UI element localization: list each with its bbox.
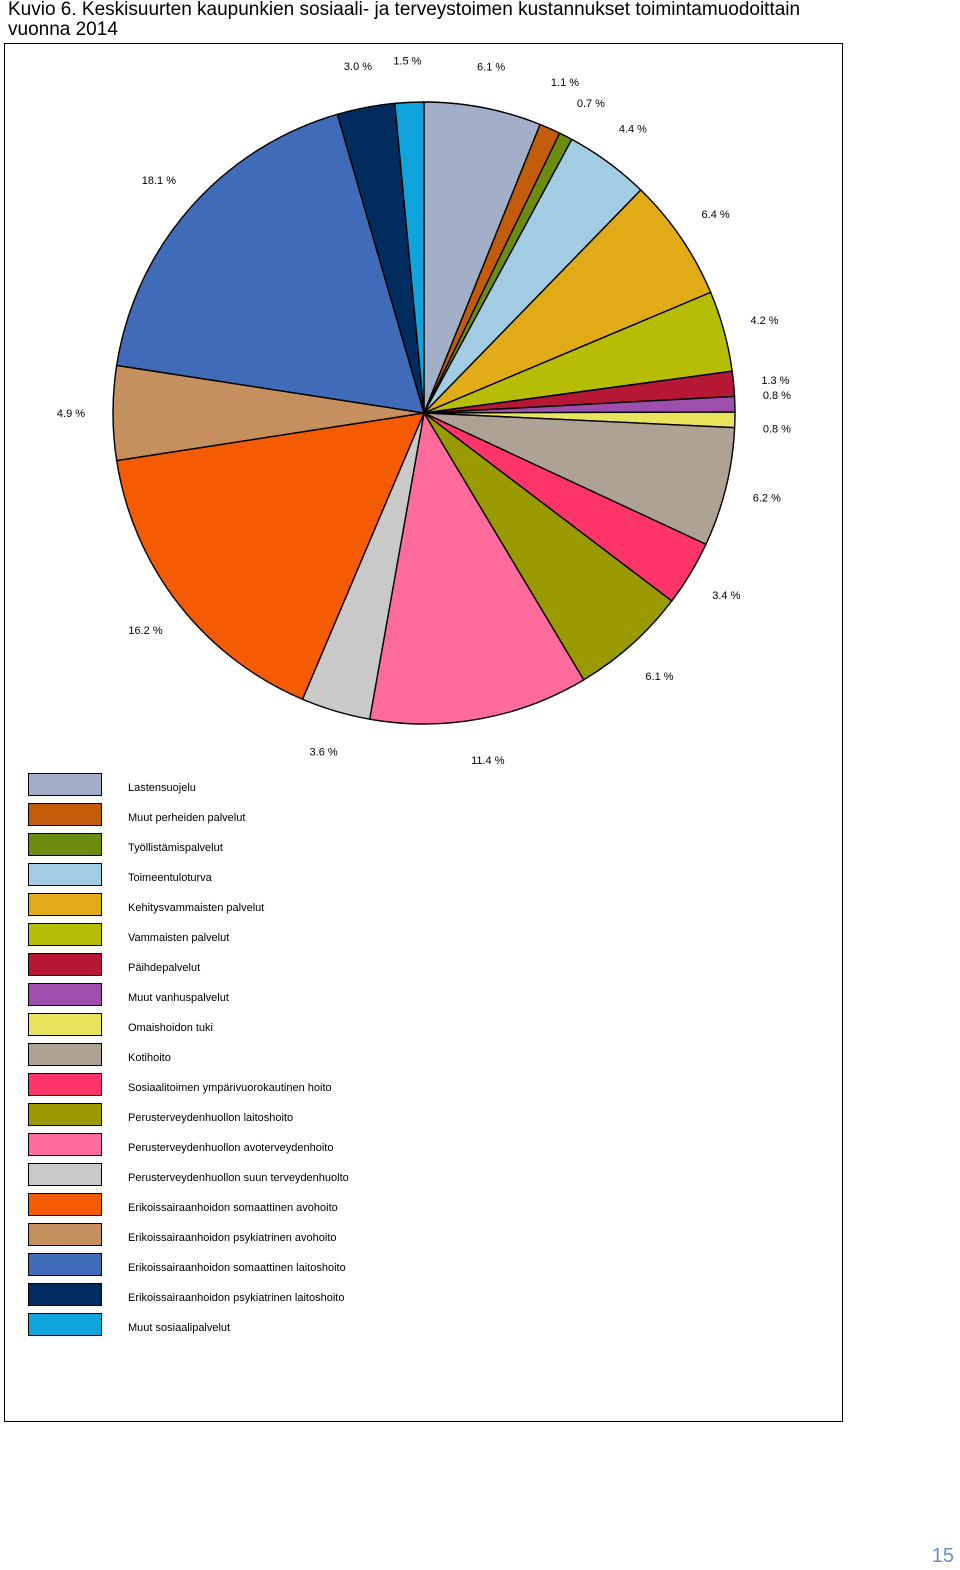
legend-swatch bbox=[28, 1163, 102, 1186]
legend-item bbox=[28, 803, 528, 833]
chart-title-line-2: vuonna 2014 bbox=[8, 19, 118, 40]
legend-label: Vammaisten palvelut bbox=[128, 932, 230, 944]
legend-item bbox=[28, 1013, 528, 1043]
legend-item bbox=[28, 923, 528, 953]
legend-label: Erikoissairaanhoidon somaattinen laitoshoito bbox=[128, 1262, 346, 1274]
legend-label: Perusterveydenhuollon laitoshoito bbox=[128, 1112, 294, 1124]
legend-label: Työllistämispalvelut bbox=[128, 842, 223, 854]
slice-value-label: 3.4 % bbox=[712, 590, 741, 603]
slice-value-label: 4.2 % bbox=[750, 315, 779, 327]
slice-value-label: 1.5 % bbox=[393, 55, 422, 68]
legend-label: Kehitysvammaisten palvelut bbox=[128, 902, 265, 914]
legend-label: Muut perheiden palvelut bbox=[128, 812, 246, 824]
legend-swatch bbox=[28, 1103, 102, 1126]
legend-label: Kotihoito bbox=[128, 1052, 171, 1064]
legend-swatch bbox=[28, 923, 102, 946]
slice-value-label: 16.2 % bbox=[128, 624, 163, 637]
legend-item bbox=[28, 893, 528, 923]
slice-value-label: 1.1 % bbox=[550, 77, 580, 90]
legend-swatch bbox=[28, 1193, 102, 1216]
legend-swatch bbox=[28, 803, 102, 826]
legend-swatch bbox=[28, 1313, 102, 1336]
legend-label: Erikoissairaanhoidon psykiatrinen avohoito bbox=[128, 1232, 337, 1244]
legend-swatch bbox=[28, 1013, 102, 1036]
legend-label: Lastensuojelu bbox=[128, 782, 196, 794]
slice-value-label: 18.1 % bbox=[141, 174, 177, 187]
legend-item bbox=[28, 1043, 528, 1073]
legend-label: Päihdepalvelut bbox=[128, 962, 201, 974]
legend-item bbox=[28, 833, 528, 863]
legend-item bbox=[28, 953, 528, 983]
legend-item bbox=[28, 1313, 528, 1343]
legend bbox=[28, 773, 528, 1343]
slice-value-label: 6.1 % bbox=[645, 670, 674, 683]
legend-swatch bbox=[28, 863, 102, 886]
legend-item bbox=[28, 1193, 528, 1223]
legend-swatch bbox=[28, 833, 102, 856]
legend-label: Perusterveydenhuollon suun terveydenhuolto bbox=[128, 1172, 349, 1184]
legend-label: Muut vanhuspalvelut bbox=[128, 992, 229, 1004]
slice-value-label: 11.4 % bbox=[471, 755, 505, 768]
legend-swatch bbox=[28, 1223, 102, 1246]
legend-item bbox=[28, 1133, 528, 1163]
legend-swatch bbox=[28, 1283, 102, 1306]
slice-value-label: 6.1 % bbox=[477, 61, 506, 74]
legend-label: Sosiaalitoimen ympärivuorokautinen hoito bbox=[128, 1082, 332, 1094]
legend-item bbox=[28, 1223, 528, 1253]
slice-value-label: 6.4 % bbox=[701, 209, 730, 221]
legend-label: Erikoissairaanhoidon psykiatrinen laitoshoito bbox=[128, 1292, 345, 1304]
legend-label: Perusterveydenhuollon avoterveydenhoito bbox=[128, 1142, 334, 1154]
legend-swatch bbox=[28, 1043, 102, 1066]
legend-label: Omaishoidon tuki bbox=[128, 1022, 213, 1034]
slice-value-label: 0.8 % bbox=[762, 390, 791, 402]
slice-value-label: 0.7 % bbox=[576, 97, 605, 110]
slice-value-label: 4.9 % bbox=[56, 408, 86, 420]
legend-item bbox=[28, 1103, 528, 1133]
legend-swatch bbox=[28, 1073, 102, 1096]
legend-label: Toimeentuloturva bbox=[128, 872, 212, 884]
legend-swatch bbox=[28, 1253, 102, 1276]
legend-item bbox=[28, 983, 528, 1013]
legend-item bbox=[28, 1253, 528, 1283]
legend-swatch bbox=[28, 773, 102, 796]
slice-value-label: 4.4 % bbox=[618, 123, 647, 136]
chart-title-line-1: Kuvio 6. Keskisuurten kaupunkien sosiaali- ja terveystoimen kustannukset toimintamuodoittain bbox=[8, 0, 801, 20]
legend-swatch bbox=[28, 1133, 102, 1156]
legend-label: Muut sosiaalipalvelut bbox=[128, 1322, 231, 1334]
legend-item bbox=[28, 773, 528, 803]
slice-value-label: 1.3 % bbox=[761, 374, 790, 387]
legend-item bbox=[28, 863, 528, 893]
legend-swatch bbox=[28, 953, 102, 976]
slice-value-label: 3.0 % bbox=[343, 61, 373, 74]
legend-label: Erikoissairaanhoidon somaattinen avohoito bbox=[128, 1202, 338, 1214]
legend-item bbox=[28, 1073, 528, 1103]
slice-value-label: 3.6 % bbox=[309, 746, 338, 759]
pie-chart bbox=[0, 0, 960, 780]
page-number: 15 bbox=[931, 1545, 954, 1567]
legend-swatch bbox=[28, 893, 102, 916]
slice-value-label: 0.8 % bbox=[762, 423, 791, 436]
legend-item bbox=[28, 1163, 528, 1193]
slice-value-label: 6.2 % bbox=[752, 492, 781, 505]
legend-swatch bbox=[28, 983, 102, 1006]
legend-item bbox=[28, 1283, 528, 1313]
